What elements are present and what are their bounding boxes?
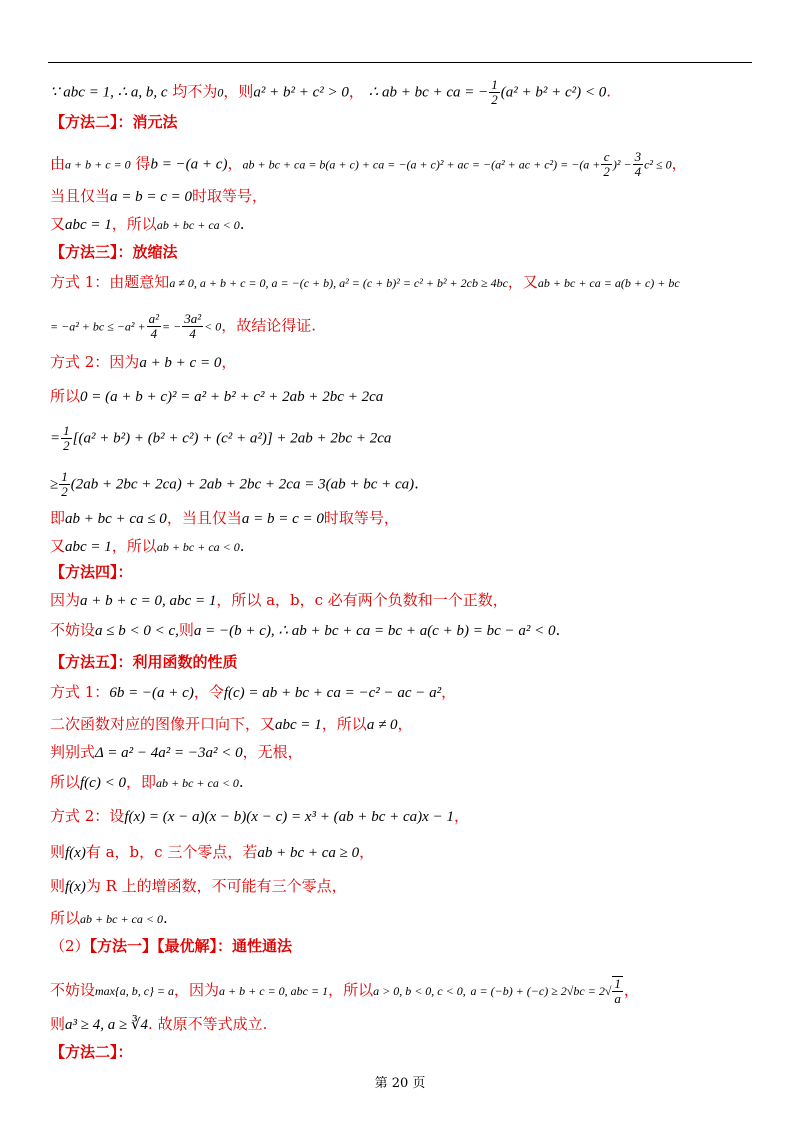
proof-line [50,78,760,107]
math: abc = 1 [65,539,112,555]
fraction: $\frac{\text{3a²}}{4}$ [184,311,202,341]
text: ，所以 a，b，c 必有两个负数和一个正数， [216,591,508,609]
proof-line [50,424,760,453]
method-heading: 【方法二】：消元法 [50,113,178,131]
text: 二次函数对应的图像开口向下，又 [50,715,276,733]
math: a = b = c = 0 [241,511,324,527]
math: ab + bc + ca < 0 [156,540,240,554]
math: a > 0, b < 0, c < 0, [373,984,466,998]
text: 有 a，b，c 三个零点，若 [85,843,258,861]
proof-line [50,682,760,703]
text: 方式 2：设 [50,807,125,825]
math: abc = 1 [65,217,112,233]
math: a = (−b) + (−c) ≥ 2√bc = 2 [470,984,605,998]
proof-line [50,908,760,929]
text: 当且仅当 [50,187,111,205]
text: ， [397,715,413,733]
text: . [555,621,561,639]
text: 又 [50,537,66,555]
math: ab + bc + ca ≤ 0 [65,511,167,527]
math: f(x) [65,879,86,895]
header-rule [48,62,752,63]
math: ab + bc + ca < 0 [80,912,163,926]
math: c² ≤ 0 [644,157,672,172]
fraction: $\frac{\text{a²}}{4}$ [148,311,160,341]
math: abc = 1 [275,717,322,733]
proof-line [50,590,760,611]
text: 因为 [50,591,81,609]
proof-line [50,214,760,235]
text: . [606,82,612,101]
math: f(c) = ab + bc + ca = −c² − ac − a² [223,685,442,701]
proof-line [50,150,760,179]
math: 0 = (a + b + c)² = a² + b² + c² + 2ab + 2bc + 2ca [80,389,384,405]
text: ，因为 [174,981,220,999]
text: ， [221,353,237,371]
text: 则 [50,843,66,861]
text: . [162,909,168,927]
math: ab + bc + ca < 0 [155,776,239,790]
text: ， [453,807,469,825]
proof-line [50,186,760,207]
text: . [238,773,244,791]
math: max{a, b, c} = a [95,984,175,998]
text: ， [623,981,639,999]
math: f(x) = (x − a)(x − b)(x − c) = x³ + (ab + bc + ca)x − 1 [124,809,454,825]
text: ， [359,843,375,861]
math: ab + bc + ca < 0 [156,218,240,232]
proof-line [50,352,760,373]
text: ，所以 [328,981,374,999]
text: 均不为 [172,82,218,101]
text: 又 [50,215,66,233]
text: ，无根， [242,743,303,761]
text: 不妨设 [50,621,96,639]
text: ，故结论得证. [221,316,317,335]
text: ，当且仅当 [166,509,242,527]
math: [(a² + b²) + (b² + c²) + (c² + a²)] + 2ab + 2bc + 2ca [72,430,392,447]
sqrt-sign: √ [604,984,612,998]
text: ， [671,154,687,173]
fraction: $\frac{c}{2}$ [603,149,610,179]
text: 得 [135,154,151,173]
text: ，所以 [111,537,157,555]
text: ，即 [125,773,156,791]
proof-line [50,742,760,763]
proof-line [50,876,760,897]
text: 所以 [50,387,81,405]
text: . 故原不等式成立. [148,1015,268,1033]
math: ab + bc + ca ≥ 0 [257,845,360,861]
page-number: 第 20 页 [374,1076,426,1091]
math: ab + bc + ca = a(b + c) + bc [537,276,680,290]
text: 即 [50,509,66,527]
method-heading: 【方法三】：放缩法 [50,243,178,261]
text: . [239,215,245,233]
math: 0 [217,85,224,100]
text: 方式 2：因为 [50,353,140,371]
text: 则 [50,1015,66,1033]
math: (2ab + 2bc + 2ca) + 2ab + 2bc + 2ca = 3(ab + bc + ca) [70,476,415,493]
text: 所以 [50,773,81,791]
text: 不妨设 [50,981,96,999]
math: Δ = a² − 4a² = −3a² < 0 [95,745,243,761]
text: 所以 [50,909,81,927]
text: . [239,537,245,555]
text: 时取等号， [192,187,268,205]
proof-line [50,976,760,1006]
fraction: $\frac{1}{a}$ [614,976,621,1006]
math: f(c) < 0 [80,775,126,791]
text: 时取等号， [323,509,399,527]
math: a + b + c = 0 [65,157,131,172]
math: a = −(b + c), ∴ ab + bc + ca = bc + a(c + b) = bc − a² < 0 [193,623,556,639]
math: a ≠ 0, a + b + c = 0, a = −(c + b), a² = (c + b)² = c² + b² + 2cb ≥ 4bc [169,276,508,290]
text: 为 R 上的增函数，不可能有三个零点， [85,877,347,895]
math: = [50,430,61,447]
text: 由 [50,154,66,173]
text: 则 [178,621,194,639]
math: = −a² + bc ≤ −a² + [50,319,146,334]
proof-line [50,508,760,529]
math: a ≤ b < 0 < c, [95,623,179,639]
proof-line [50,470,760,499]
math: a = b = c = 0 [110,189,193,205]
text: 则 [50,877,66,895]
fraction: $\frac{1}{2}$ [491,77,498,107]
proof-line [50,714,760,735]
proof-line [50,312,760,341]
text: ， [441,683,457,701]
fraction: $\frac{3}{4}$ [634,149,642,179]
proof-line [50,842,760,863]
proof-line [50,772,760,793]
text: 方式 1： [50,683,110,701]
text: ， [348,82,364,101]
text: ，又 [507,273,538,291]
math: b = −(a + c) [150,156,228,173]
fraction: $\frac{1}{2}$ [61,469,68,499]
math: ∴ ab + bc + ca = − [368,84,489,101]
math: a + b + c = 0, abc = 1 [219,984,329,998]
math: ab + bc + ca = b(a + c) + ca = −(a + c)² + ac = −(a² + ac + c²) = −(a + [242,157,601,172]
method-heading: 【方法五】：利用函数的性质 [50,653,238,671]
math: < 0 [204,319,222,334]
text: 判别式 [50,743,96,761]
method-heading: 【方法二】： [50,1043,133,1061]
math: 6b = −(a + c) [109,685,194,701]
method-heading: 【方法一】【最优解】：通性通法 [89,937,293,955]
text: ， [227,154,243,173]
text: ，则 [223,82,254,101]
text: （2） [50,937,90,955]
proof-line [50,272,760,293]
math: a + b + c = 0 [139,355,222,371]
text: ，令 [193,683,224,701]
proof-line [50,536,760,557]
math: f(x) [65,845,86,861]
proof-line [50,386,760,407]
math: a³ ≥ 4, a ≥ ∛4 [65,1017,149,1033]
part-heading [50,936,760,956]
proof-line [50,806,760,827]
proof-line [50,1014,760,1035]
proof-line [50,620,760,641]
math: )² − [612,157,632,172]
math: (a² + b² + c²) < 0 [500,84,607,101]
math: a ≠ 0 [366,717,398,733]
method-heading: 【方法四】： [50,563,133,581]
math: ≥ [50,476,59,493]
fraction: $\frac{1}{2}$ [63,423,70,453]
math: = − [162,319,182,334]
math: a + b + c = 0, abc = 1 [80,593,217,609]
math: a² + b² + c² > 0 [253,84,349,101]
text: ，所以 [111,215,157,233]
math: ∵ abc = 1, ∴ a, b, c [50,84,168,101]
text: 方式 1：由题意知 [50,273,170,291]
text: ，所以 [321,715,367,733]
text: . [414,474,419,493]
